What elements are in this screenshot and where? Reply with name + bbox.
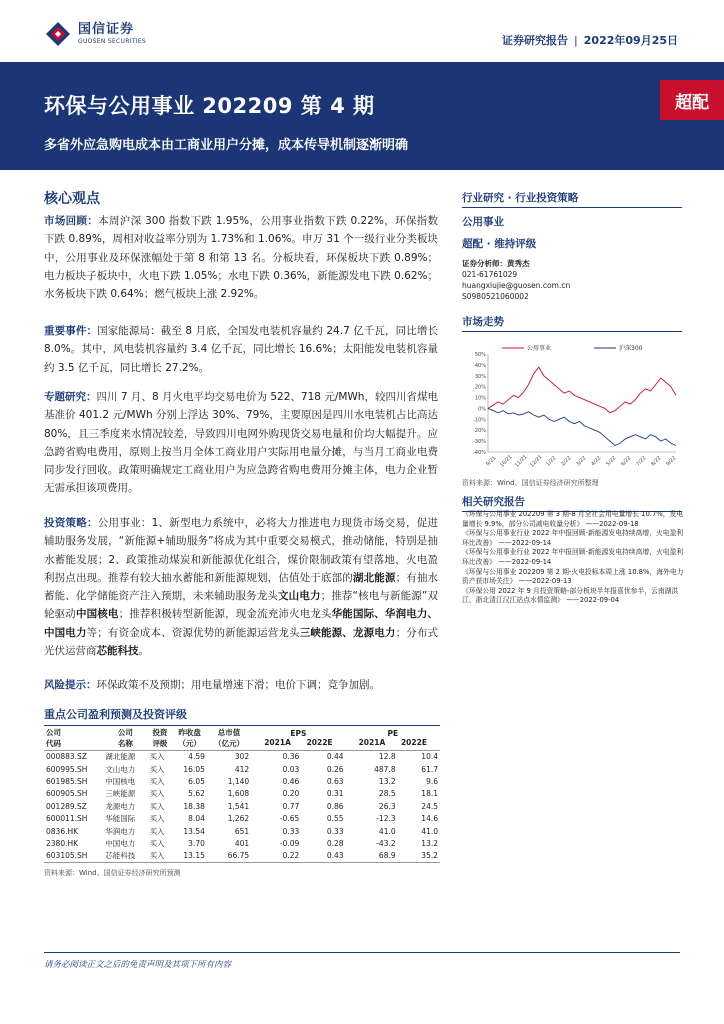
pick-renewables: 三峡能源、龙源电力	[299, 626, 396, 639]
table-cell: 9.6	[426, 776, 438, 786]
strategy-text-7: 。	[138, 645, 149, 658]
strategy-text-5: 等；有资金成本、资源优势的新能源运营龙头	[86, 626, 300, 639]
x-tick-label: 8/22	[650, 455, 663, 468]
market-trend-chart	[462, 340, 682, 472]
strategy-text-6: ；分布式光伏运营商	[44, 626, 439, 658]
pick-xinneng: 芯能科技	[96, 645, 139, 658]
report-date: 2022年09月25日	[583, 34, 678, 47]
legend-label: 沪深300	[619, 345, 643, 352]
topic-paragraph	[44, 388, 438, 498]
y-tick-label: -30%	[473, 439, 486, 446]
table-cell: 0.44	[326, 752, 344, 762]
strategy-text-2: ；有抽水蓄能、化学储能资产注入预期，未来辅助服务龙头	[44, 571, 439, 603]
events-paragraph	[44, 322, 438, 377]
table-cell: 1,140	[227, 776, 250, 786]
strategy-text-1: 公用事业：1、新型电力系统中，必将大力推进电力现货市场交易，促进辅助服务发展，“新能源+辅助服务”将成为其中重要交易模式，推动储能，特别是抽水蓄能发展；2、政策推动煤炭和新能源优化组合，煤价限制政策有望落地，火电盈利拐点出现。推荐有较大抽水蓄能和新能源规划，估值处于底部的	[44, 517, 438, 584]
table-cell: 0.28	[326, 838, 344, 848]
analyst-email[interactable]: huangxiujie@guosen.com.cn	[462, 281, 571, 290]
table-cell: 41.0	[421, 826, 438, 836]
table-source: 资料来源：Wind、国信证券经济研究所预测	[44, 869, 181, 877]
table-cell: 中国核电	[105, 776, 136, 786]
analyst-line	[462, 258, 530, 269]
sector-name: 公用事业	[462, 216, 504, 228]
table-cell: 18.1	[421, 789, 438, 799]
table-cell: 3.70	[188, 838, 205, 848]
series-line-csi300	[488, 408, 676, 445]
table-cell: 买入	[149, 752, 165, 762]
brand-name-en: GUOSEN SECURITIES	[78, 38, 147, 45]
table-cell: 2380.HK	[46, 838, 79, 848]
related-reports-list	[462, 510, 686, 606]
th-code: 公司 代码	[44, 726, 103, 751]
pick-cnnp: 中国核电	[75, 608, 119, 621]
table-cell: 35.2	[398, 850, 440, 862]
table-cell: 湖北能源	[105, 752, 136, 762]
brand-name-cn: 国信证券	[78, 22, 135, 37]
table-cell: 487.8	[374, 764, 396, 774]
table-cell: 001289.SZ	[46, 801, 87, 811]
footer-divider	[44, 952, 680, 953]
table-cell: 6.05	[188, 776, 205, 786]
topic-lead: 专题研究：	[44, 391, 97, 403]
table-cell: 601985.SH	[46, 776, 88, 786]
table-cell: 4.59	[188, 752, 205, 762]
y-tick-label: -40%	[473, 450, 486, 456]
events-lead: 重要事件：	[44, 325, 98, 337]
x-tick-label: 9/22	[665, 455, 678, 468]
title-banner	[0, 62, 724, 170]
chart-source: 资料来源：Wind、国信证券经济研究所整理	[462, 479, 599, 487]
y-tick-label: 50%	[474, 352, 486, 358]
report-type: 证券研究报告	[502, 34, 569, 47]
table-cell: 华能国际	[105, 814, 136, 824]
th-pe: PE 2021A 2022E	[346, 726, 440, 751]
rating-badge: 超配	[660, 80, 724, 120]
market-review-paragraph	[44, 212, 438, 303]
report-title: 环保与公用事业 202209 第 4 期	[44, 94, 375, 118]
table-cell: 13.54	[183, 826, 205, 836]
meta-divider: |	[574, 34, 578, 47]
table-cell: 13.2	[378, 776, 396, 786]
table-cell: 买入	[149, 789, 165, 799]
risk-text: 环保政策不及预期；用电量增速下滑；电价下调；竞争加剧。	[96, 679, 380, 691]
table-cell: 1,608	[227, 789, 250, 799]
x-tick-label: 9/21	[485, 455, 498, 468]
table-cell: 28.5	[378, 789, 396, 799]
table-cell: 68.9	[346, 850, 398, 862]
table-row	[44, 800, 440, 812]
x-tick-label: 2/22	[560, 455, 573, 468]
table-cell: 0.20	[282, 789, 300, 799]
sector-rating: 超配 · 维持评级	[462, 238, 537, 250]
th-price: 昨收盘 （元）	[172, 726, 207, 751]
table-cell: 61.7	[421, 764, 438, 774]
table-cell: 0.46	[282, 776, 300, 786]
x-tick-label: 3/22	[575, 455, 588, 468]
table-cell: 0.31	[326, 789, 344, 799]
table-cell: 华润电力	[105, 826, 136, 836]
table-cell: 0.86	[326, 801, 344, 811]
forecast-table-title: 重点公司盈利预测及投资评级	[44, 706, 440, 726]
table-cell: 买入	[148, 850, 173, 862]
strategy-paragraph	[44, 514, 438, 660]
th-name: 公司 名称	[103, 726, 147, 751]
related-report-item[interactable]: 《环保与公用事业 202209 第 3 期-8 月全社会用电量增长 10.7%，发电量增长 9.9%，部分公司减电收量分析》 ——2022-09-18	[462, 510, 684, 528]
table-cell: -0.09	[279, 838, 300, 848]
table-cell: 0.26	[326, 764, 344, 774]
table-cell: 10.4	[421, 752, 438, 762]
table-cell: 龙源电力	[105, 801, 136, 811]
y-tick-label: -10%	[473, 417, 486, 424]
table-cell: 芯能科技	[103, 850, 147, 862]
analyst-license: S0980521060002	[462, 292, 529, 301]
table-row	[44, 825, 440, 837]
core-heading: 核心观点	[44, 191, 100, 207]
table-cell: 302	[234, 752, 250, 762]
table-cell: 401	[234, 838, 250, 848]
x-tick-label: 5/22	[605, 455, 618, 468]
related-report-item[interactable]: 《环保与公用事业行业 2022 年中报回顾-新能源发电持续高增，火电盈利环比改善》 ——2022-09-14	[462, 548, 684, 566]
legend-label: 公用事业	[527, 345, 552, 352]
table-cell: 14.6	[421, 814, 438, 824]
market-review-text: 本周沪深 300 指数下跌 1.95%，公用事业指数下跌 0.22%，环保指数下跌 0.89%，周相对收益率分别为 1.73%和 1.06%。申万 31 个一级行业分类板块中，公用事业及环保涨幅处于第 8 和第 13 名。分板块看，环保板块下跌 0.89%；电力板块子板块中，火电下跌 1.05%；水电下跌 0.36%，新能源发电下跌 0.62%；水务板块下跌 0.64%；燃气板块上涨 2.92%。	[44, 215, 438, 301]
table-cell: 5.62	[188, 789, 205, 799]
x-tick-label: 12/21	[529, 454, 544, 469]
pick-wenshan: 文山电力	[278, 590, 321, 603]
table-row	[44, 775, 440, 787]
table-cell: 000883.SZ	[46, 752, 87, 762]
related-report-item[interactable]: 《环保与公用事业 202209 第 2 期-火电投标本周上涨 10.8%，海外电力资产获市场关注》 ——2022-09-13	[462, 567, 684, 586]
th-eps: EPS 2021A 2022E	[251, 726, 345, 751]
pick-hubei: 湖北能源	[352, 571, 396, 584]
x-tick-label: 7/22	[635, 455, 648, 468]
table-cell: 0.22	[251, 850, 301, 862]
analyst-label: 证券分析师：	[462, 259, 507, 268]
topic-text: 四川 7 月、8 月火电平均交易电价为 522、718 元/MWh，较四川省煤电基准价 401.2 元/MWh 分别上浮达 30%、79%，主要原因是四川水电装机占比高达 80%，且三季度来水情况较差，导致四川电网外购现货交易电量和价均大幅提升。应急跨省购电费用，原则上按当月全体工商业用户实际用电量分摊，与当月工商业电费同步发行回收。政策明确规定工商业用户为应急跨省购电费用分摊主体，电力企业暂无需承担该项费用。	[44, 391, 439, 495]
table-cell: 603105.SH	[44, 850, 103, 862]
events-text: 国家能源局：截至 8 月底，全国发电装机容量约 24.7 亿千瓦，同比增长 8.0%。其中，风电装机容量约 3.4 亿千瓦，同比增长 16.6%；太阳能发电装机容量约 3.5 亿千瓦，同比增长 27.2%。	[44, 325, 438, 374]
table-row	[44, 763, 440, 775]
report-meta	[502, 32, 678, 48]
table-row	[44, 812, 440, 824]
table-cell: 13.15	[172, 850, 207, 862]
table-cell: 1,541	[227, 801, 250, 811]
footer-disclaimer: 请务必阅读正文之后的免责声明及其项下所有内容	[44, 960, 232, 970]
risk-paragraph	[44, 676, 438, 694]
table-cell: 0.33	[282, 826, 300, 836]
table-cell: -43.2	[376, 838, 396, 848]
x-tick-label: 1/22	[545, 455, 558, 468]
guosen-logo-icon	[44, 20, 72, 48]
x-tick-label: 10/21	[499, 454, 514, 469]
table-cell: 651	[234, 826, 250, 836]
series-line-utilities	[488, 367, 676, 413]
report-category: 行业研究 · 行业投资策略	[462, 190, 682, 208]
forecast-table-body	[44, 751, 440, 863]
table-cell: 买入	[149, 801, 165, 811]
forecast-table	[44, 726, 440, 863]
table-cell: 8.04	[188, 814, 205, 824]
y-tick-label: 30%	[474, 373, 486, 380]
table-cell: 0836.HK	[46, 826, 79, 836]
table-row	[44, 837, 440, 849]
table-cell: 0.77	[282, 801, 300, 811]
table-cell: 26.3	[378, 801, 396, 811]
trend-title: 市场走势	[462, 314, 682, 332]
table-cell: 412	[234, 764, 250, 774]
table-cell: 41.0	[378, 826, 396, 836]
table-cell: 18.38	[183, 801, 205, 811]
table-cell: -0.65	[279, 814, 300, 824]
y-tick-label: 10%	[474, 395, 486, 402]
x-tick-label: 11/21	[514, 454, 529, 469]
table-cell: 600905.SH	[46, 789, 88, 799]
related-title: 相关研究报告	[462, 494, 682, 512]
table-cell: 买入	[149, 814, 165, 824]
table-cell: 三峡能源	[105, 789, 136, 799]
table-row	[44, 751, 440, 763]
risk-lead: 风险提示：	[44, 679, 97, 691]
x-tick-label: 6/22	[620, 455, 633, 468]
y-tick-label: 40%	[474, 362, 486, 369]
market-review-lead: 市场回顾：	[44, 215, 99, 227]
y-tick-label: 0%	[478, 406, 486, 413]
table-cell: 0.36	[282, 752, 300, 762]
related-report-item[interactable]: 《环保公用 2022 年 9 月投资策略-部分板块半年报喜忧参半，云南湖洪江、浙北清江汉江站点水情监测》 ——2022-09-04	[462, 586, 679, 605]
table-cell: 中国电力	[105, 838, 136, 848]
table-cell: 13.2	[421, 838, 438, 848]
th-mcap: 总市值 （亿元）	[207, 726, 251, 751]
related-report-item[interactable]: 《环保与公用事业行业 2022 年中报回顾-新能源发电持续高增，火电盈利环比改善》 ——2022-09-14	[462, 529, 684, 547]
report-subtitle: 多省外应急购电成本由工商业用户分摊，成本传导机制逐渐明确	[44, 138, 409, 153]
th-rating: 投资 评级	[148, 726, 173, 751]
table-cell: 24.5	[421, 801, 438, 811]
table-cell: 买入	[149, 764, 165, 774]
brand-logo	[44, 20, 146, 48]
y-tick-label: -20%	[473, 428, 486, 435]
table-cell: 0.03	[282, 764, 300, 774]
table-cell: 16.05	[183, 764, 205, 774]
table-cell: -12.3	[376, 814, 396, 824]
table-cell: 66.75	[207, 850, 251, 862]
table-cell: 0.43	[301, 850, 345, 862]
table-cell: 文山电力	[105, 764, 136, 774]
strategy-lead: 投资策略：	[44, 517, 98, 529]
table-cell: 买入	[149, 838, 165, 848]
table-cell: 12.8	[378, 752, 396, 762]
table-cell: 买入	[149, 776, 165, 786]
table-cell: 1,262	[227, 814, 250, 824]
table-cell: 0.33	[326, 826, 344, 836]
table-cell: 600011.SH	[46, 814, 88, 824]
table-cell: 买入	[149, 826, 165, 836]
strategy-text-3: ；推荐“核电与新能源”双轮驱动	[44, 590, 439, 621]
analyst-name: 黄秀杰	[507, 259, 530, 268]
table-row	[44, 788, 440, 800]
y-tick-label: 20%	[474, 384, 486, 391]
table-row	[44, 850, 440, 862]
table-cell: 600995.SH	[46, 764, 88, 774]
table-cell: 0.63	[326, 776, 344, 786]
table-cell: 0.55	[326, 814, 344, 824]
analyst-phone: 021-61761029	[462, 270, 518, 279]
pick-thermal: 华能国际、华润电力、中国电力	[44, 608, 439, 639]
x-tick-label: 4/22	[590, 455, 603, 468]
strategy-text-4: ；推荐积极转型新能源，现金流充沛火电龙头	[118, 608, 332, 621]
